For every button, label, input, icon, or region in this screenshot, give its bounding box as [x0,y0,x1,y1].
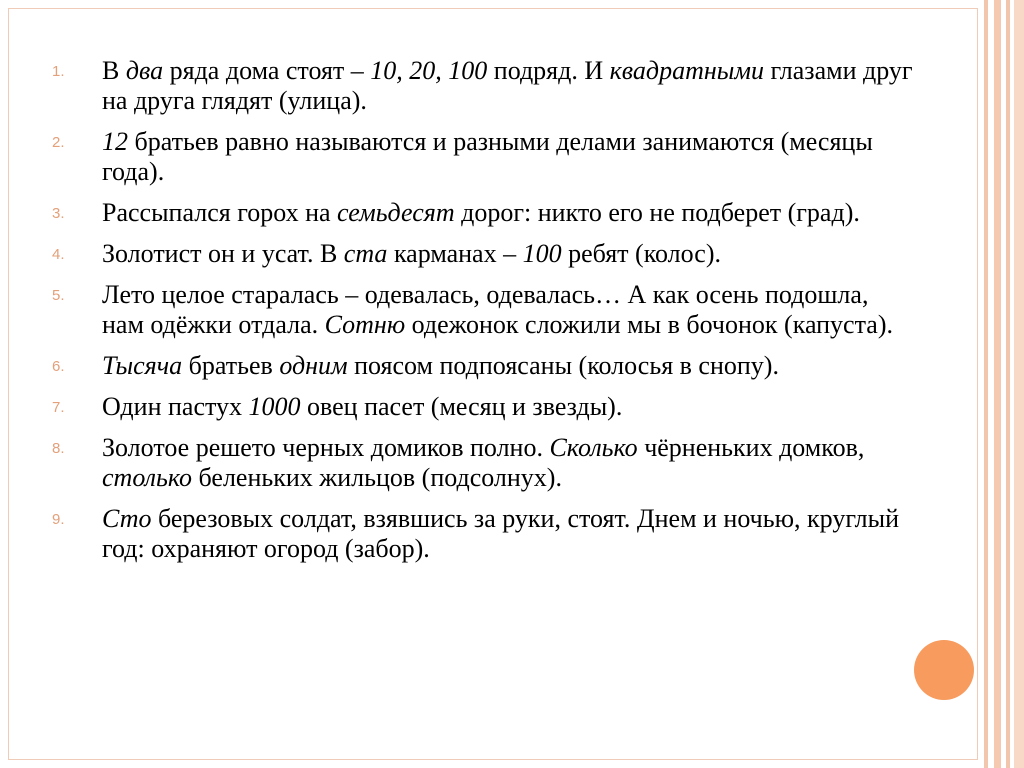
list-item-text [102,433,864,492]
list-item-number: 7. [52,399,65,416]
list-item [46,280,916,340]
list-item-number: 1. [52,63,65,80]
list-item [46,127,916,187]
text-run: подряд. И [487,56,610,85]
list-item-number: 3. [52,205,65,222]
text-run: поясом подпоясаны (колосья в снопу). [347,351,779,380]
emphasized-text: столько [102,463,193,492]
list-item-text [102,56,913,115]
list-item-text [102,504,899,563]
list-item [46,504,916,564]
emphasized-text: два [125,56,164,85]
list-item [46,56,916,116]
text-run: В [102,56,126,85]
emphasized-text: Сколько [549,433,638,462]
emphasized-text: 12 [102,127,128,156]
text-run: чёрненьких домков, [637,433,865,462]
emphasized-text: квадратными [609,56,764,85]
list-item-number: 2. [52,134,65,151]
text-run: беленьких жильцов (подсолнух). [192,463,562,492]
text-run: братьев [182,351,280,380]
list-item-number: 6. [52,358,65,375]
text-run: дорог: никто его не подберет (град). [454,198,860,227]
text-run: одежонок сложили мы в бочонок (капуста). [405,310,893,339]
emphasized-text: Сотню [324,310,406,339]
emphasized-text: 10, 20, 100 [370,56,488,85]
list-item-text [102,198,860,227]
list-item [46,392,916,422]
text-run: Золотое решето черных домиков полно. [102,433,550,462]
decorative-stripe [1006,0,1010,768]
riddle-list [46,56,916,575]
decorative-stripe [994,0,1001,768]
text-run: Рассыпался горох на [102,198,338,227]
emphasized-text: ста [343,239,388,268]
text-run: Золотист он и усат. В [102,239,344,268]
emphasized-text: 1000 [248,392,301,421]
text-run: глазами друг на друга глядят (улица). [102,56,913,115]
list-item-text [102,239,721,268]
text-run: овец пасет (месяц и звезды). [300,392,623,421]
text-run: ряда дома стоят – [163,56,371,85]
text-run: Лето целое старалась – одевалась, одевалась… А как осень подошла, нам одёжки отдала. [102,280,869,339]
emphasized-text: Сто [102,504,152,533]
list-item-text [102,280,893,339]
list-item-text [102,392,622,421]
list-item-text [102,351,779,380]
list-item-number: 8. [52,440,65,457]
list-item [46,433,916,493]
emphasized-text: одним [279,351,348,380]
decorative-stripe [984,0,988,768]
emphasized-text: 100 [522,239,562,268]
list-item-number: 5. [52,287,65,304]
list-item [46,351,916,381]
emphasized-text: Тысяча [102,351,183,380]
text-run: братьев равно называются и разными делами занимаются (месяцы года). [102,127,873,186]
accent-circle [914,640,974,700]
text-run: карманах – [387,239,523,268]
list-item-number: 9. [52,511,65,528]
text-run: березовых солдат, взявшись за руки, стоят. Днем и ночью, круглый год: охраняют огород (забор). [102,504,900,563]
decorative-stripe [1014,0,1024,768]
list-item-text [102,127,873,186]
text-run: Один пастух [102,392,249,421]
text-run: ребят (колос). [561,239,721,268]
list-item-number: 4. [52,246,65,263]
list-item [46,198,916,228]
emphasized-text: семьдесят [337,198,455,227]
list-item [46,239,916,269]
